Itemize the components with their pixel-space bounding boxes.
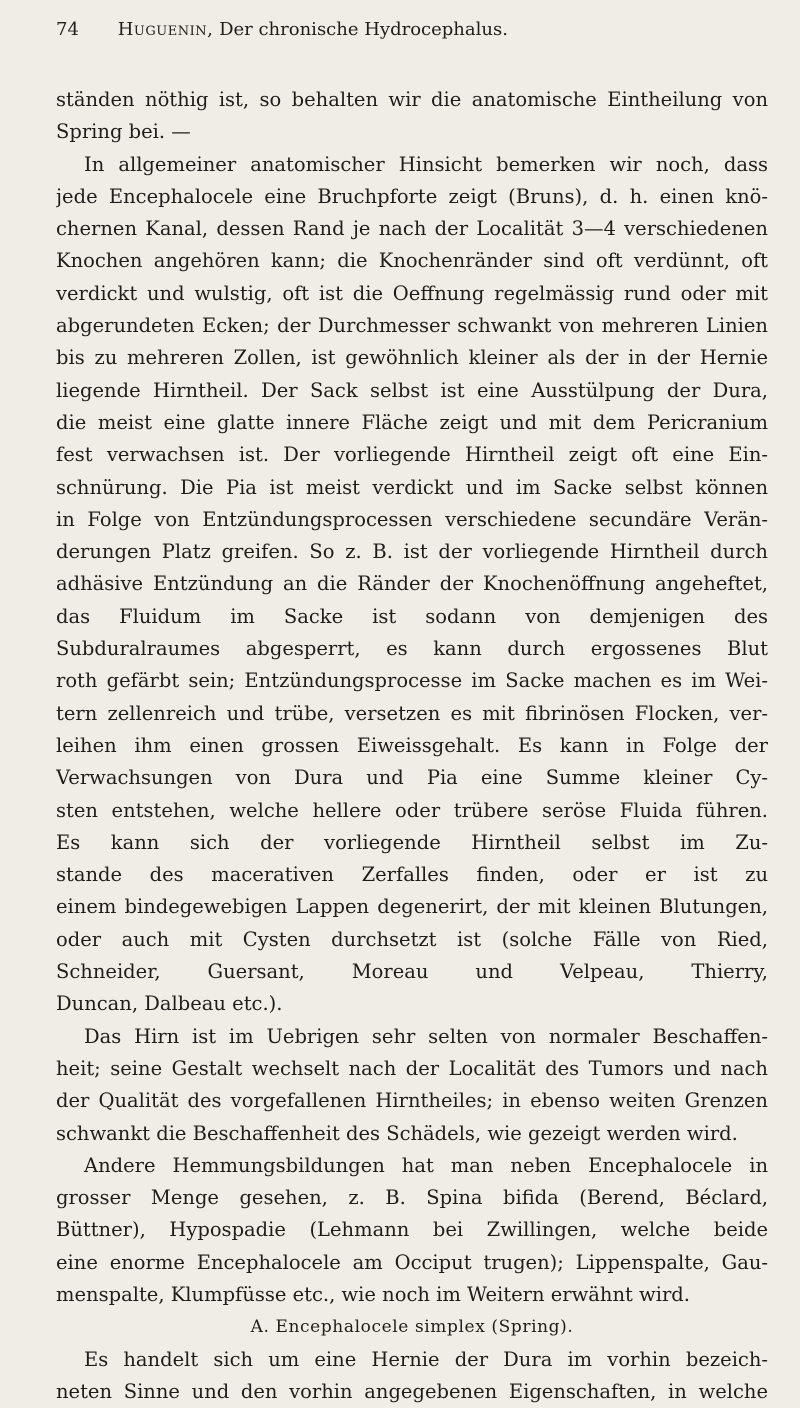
- body-text: [56, 84, 768, 1408]
- text-line: grosser Menge gesehen, z. B. Spina bifida (Berend, Béclard,: [56, 1186, 768, 1210]
- text-line: Andere Hemmungsbildungen hat man neben Encephalocele in: [84, 1153, 768, 1177]
- text-line: In allgemeiner anatomischer Hinsicht bemerken wir noch, dass: [84, 152, 768, 176]
- running-head-author: Huguenin,: [117, 19, 214, 40]
- text-line: stande des macerativen Zerfalles finden, oder er ist zu: [56, 863, 768, 887]
- text-line: Schneider, Guersant, Moreau und Velpeau, Thierry,: [56, 960, 768, 984]
- text-line: Es handelt sich um eine Hernie der Dura im vorhin bezeich-: [84, 1347, 768, 1371]
- text-line: derungen Platz greifen. So z. B. ist der vorliegende Hirntheil durch: [56, 540, 768, 564]
- text-line: roth gefärbt sein; Entzündungsprocesse im Sacke machen es im Wei-: [56, 669, 768, 693]
- text-line: sten entstehen, welche hellere oder trübere seröse Fluida führen.: [56, 798, 768, 822]
- section-heading: A. Encephalocele simplex (Spring).: [250, 1317, 574, 1338]
- text-line: Spring bei. —: [56, 120, 191, 144]
- text-line: leihen ihm einen grossen Eiweissgehalt. Es kann in Folge der: [56, 733, 768, 757]
- text-line: bis zu mehreren Zollen, ist gewöhnlich kleiner als der in der Hernie: [56, 346, 768, 370]
- text-line: ständen nöthig ist, so behalten wir die anatomische Eintheilung von: [56, 88, 768, 111]
- text-line: in Folge von Entzündungsprocessen verschiedene secundäre Verän-: [56, 507, 768, 531]
- text-line: Das Hirn ist im Uebrigen sehr selten von normaler Beschaffen-: [84, 1024, 768, 1048]
- text-line: menspalte, Klumpfüsse etc., wie noch im Weitern erwähnt wird.: [56, 1282, 690, 1306]
- text-line: abgerundeten Ecken; der Durchmesser schwankt von mehreren Linien: [56, 314, 768, 338]
- text-line: eine enorme Encephalocele am Occiput trugen); Lippenspalte, Gau-: [56, 1250, 768, 1274]
- text-line: Büttner), Hypospadie (Lehmann bei Zwillingen, welche beide: [56, 1218, 768, 1242]
- text-line: Subduralraumes abgesperrt, es kann durch ergossenes Blut: [56, 637, 768, 661]
- text-line: Knochen angehören kann; die Knochenränder sind oft verdünnt, oft: [56, 249, 768, 273]
- text-line: das Fluidum im Sacke ist sodann von demjenigen des: [56, 604, 768, 628]
- text-line: liegende Hirntheil. Der Sack selbst ist eine Ausstülpung der Dura,: [56, 378, 768, 402]
- text-line: Duncan, Dalbeau etc.).: [56, 992, 283, 1016]
- text-line: verdickt und wulstig, oft ist die Oeffnung regelmässig rund oder mit: [56, 281, 768, 305]
- text-line: die meist eine glatte innere Fläche zeigt und mit dem Pericranium: [56, 410, 768, 434]
- running-head: [56, 18, 756, 42]
- text-line: chernen Kanal, dessen Rand je nach der Localität 3—4 verschiedenen: [56, 217, 768, 241]
- text-line: adhäsive Entzündung an die Ränder der Knochenöffnung angeheftet,: [56, 572, 768, 596]
- text-line: tern zellenreich und trübe, versetzen es mit fibrinösen Flocken, ver-: [56, 701, 768, 725]
- running-head-title: Der chronische Hydrocephalus.: [219, 19, 508, 40]
- text-line: oder auch mit Cysten durchsetzt ist (solche Fälle von Ried,: [56, 927, 768, 951]
- page-number: 74: [56, 19, 79, 40]
- text-line: schwankt die Beschaffenheit des Schädels, wie gezeigt werden wird.: [56, 1121, 738, 1145]
- text-line: fest verwachsen ist. Der vorliegende Hirntheil zeigt oft eine Ein-: [56, 443, 768, 467]
- text-line: neten Sinne und den vorhin angegebenen Eigenschaften, in welche: [56, 1379, 768, 1403]
- text-line: einem bindegewebigen Lappen degenerirt, der mit kleinen Blutungen,: [56, 895, 768, 919]
- text-line: Verwachsungen von Dura und Pia eine Summe kleiner Cy-: [56, 766, 768, 790]
- text-line: Es kann sich der vorliegende Hirntheil selbst im Zu-: [56, 830, 768, 854]
- text-line: der Qualität des vorgefallenen Hirntheiles; in ebenso weiten Grenzen: [56, 1089, 768, 1113]
- text-line: heit; seine Gestalt wechselt nach der Localität des Tumors und nach: [56, 1056, 768, 1080]
- text-line: schnürung. Die Pia ist meist verdickt und im Sacke selbst können: [56, 475, 768, 499]
- text-line: jede Encephalocele eine Bruchpforte zeigt (Bruns), d. h. einen knö-: [56, 184, 768, 208]
